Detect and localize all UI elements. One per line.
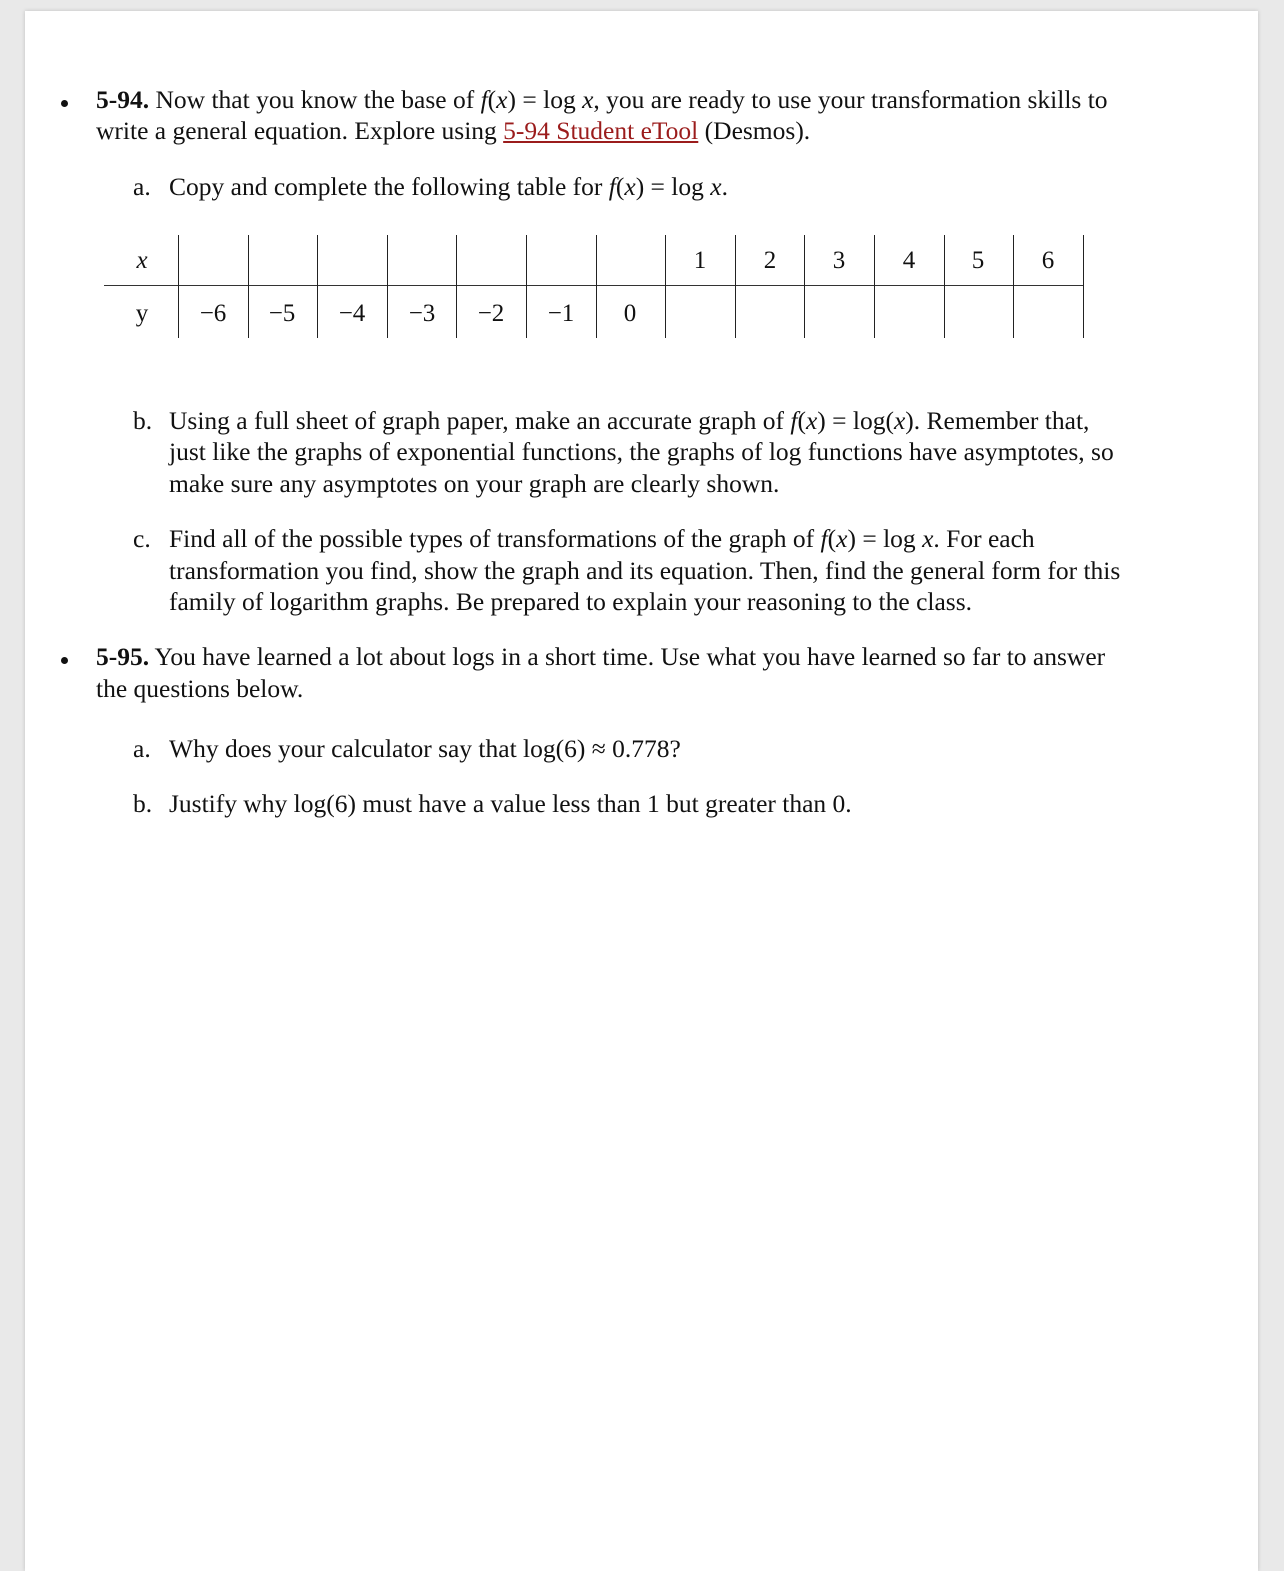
part-a-text: Copy and complete the following table for f(x) = log x. <box>169 172 728 201</box>
problem-5-94-line1: 5-94. Now that you know the base of f(x) = log x, you are ready to use your transformation skills to <box>96 85 1108 114</box>
y-cell: −5 <box>268 300 296 327</box>
y-cell: −1 <box>547 300 575 327</box>
part-c-line3: family of logarithm graphs. Be prepared to explain your reasoning to the class. <box>169 587 973 616</box>
column-divider <box>665 235 666 338</box>
part-c-line2: transformation you find, show the graph and its equation. Then, find the general form for this <box>169 556 1121 585</box>
column-divider <box>387 235 388 338</box>
row-x-label: x <box>136 247 148 274</box>
column-divider <box>248 235 249 338</box>
x-cell: 3 <box>832 247 846 274</box>
q95-b-text: Justify why log(6) must have a value less than 1 but greater than 0. <box>169 789 852 818</box>
q95-b-letter: b. <box>133 789 153 818</box>
part-c-line1: Find all of the possible types of transformations of the graph of f(x) = log x. For each <box>169 524 1035 553</box>
y-cell: −2 <box>477 300 505 327</box>
part-b-line3: make sure any asymptotes on your graph are clearly shown. <box>169 469 780 498</box>
part-a-letter: a. <box>133 172 151 201</box>
y-cell: −6 <box>199 300 227 327</box>
table-divider <box>104 285 1083 286</box>
part-b-letter: b. <box>133 406 153 435</box>
part-b-line2: just like the graphs of exponential functions, the graphs of log functions have asymptotes, so <box>169 437 1114 466</box>
column-divider <box>596 235 597 338</box>
etool-link[interactable]: 5-94 Student eTool <box>503 116 699 145</box>
problem-number: 5-95. <box>96 642 150 671</box>
x-cell: 1 <box>693 247 707 274</box>
bullet-5-94 <box>61 100 68 107</box>
q95-a-text: Why does your calculator say that log(6) ≈ 0.778? <box>169 734 681 763</box>
column-divider <box>526 235 527 338</box>
x-cell: 5 <box>971 247 985 274</box>
column-divider <box>178 235 179 338</box>
column-divider <box>1013 235 1014 338</box>
column-divider <box>874 235 875 338</box>
bullet-5-95 <box>61 657 68 664</box>
problem-number: 5-94. <box>96 85 150 114</box>
column-divider <box>1083 235 1084 338</box>
y-cell: 0 <box>623 300 637 327</box>
row-y-label: y <box>135 300 149 327</box>
column-divider <box>735 235 736 338</box>
column-divider <box>944 235 945 338</box>
column-divider <box>456 235 457 338</box>
problem-5-95-line1: 5-95. You have learned a lot about logs in a short time. Use what you have learned so far to answer <box>96 642 1106 671</box>
part-c-letter: c. <box>133 524 151 553</box>
y-cell: −3 <box>408 300 436 327</box>
q95-a-letter: a. <box>133 734 151 763</box>
column-divider <box>317 235 318 338</box>
x-cell: 4 <box>902 247 916 274</box>
x-cell: 2 <box>763 247 777 274</box>
problem-5-95-line2: the questions below. <box>96 674 304 703</box>
part-b-line1: Using a full sheet of graph paper, make an accurate graph of f(x) = log(x). Remember that, <box>169 406 1090 435</box>
problem-5-94-line2: write a general equation. Explore using 5-94 Student eTool (Desmos). <box>96 116 811 145</box>
column-divider <box>804 235 805 338</box>
x-cell: 6 <box>1041 247 1055 274</box>
y-cell: −4 <box>338 300 366 327</box>
